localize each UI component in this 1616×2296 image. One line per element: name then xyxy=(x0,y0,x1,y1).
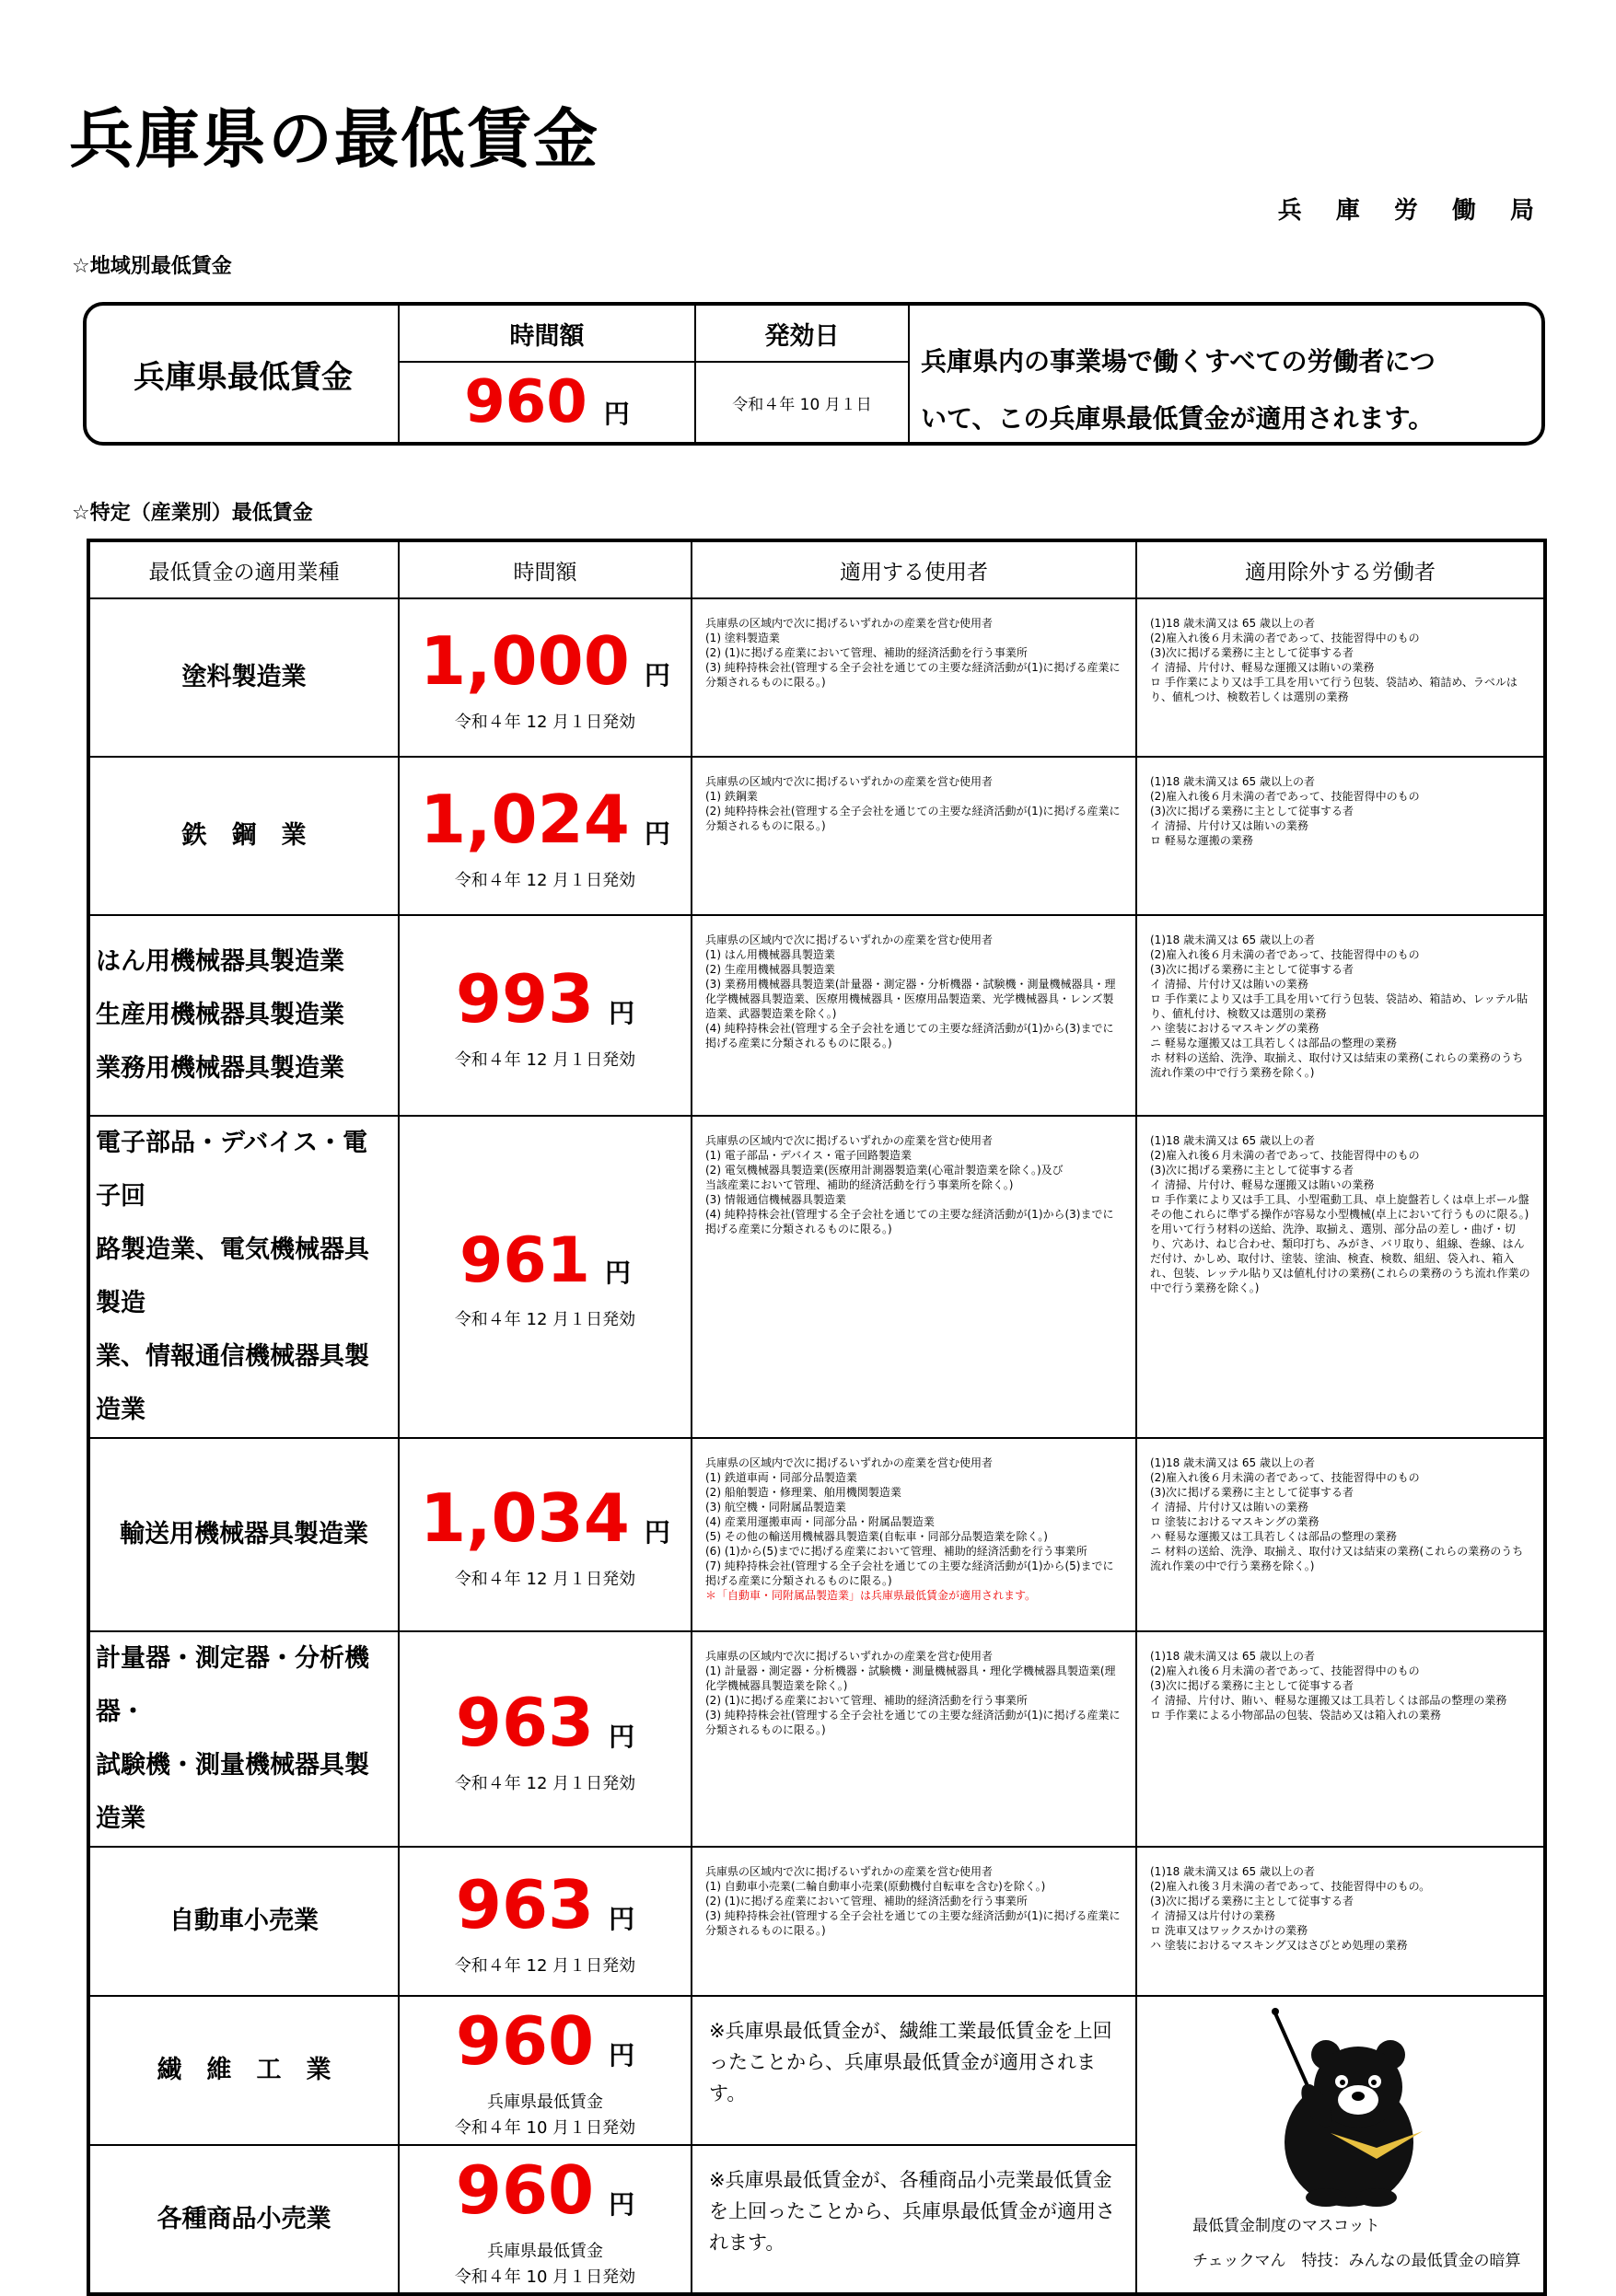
applicable-employers xyxy=(692,1847,1136,1996)
exclusion-line: ロ 塗装におけるマスキングの業務 xyxy=(1150,1515,1320,1528)
header-exclusions: 適用除外する労働者 xyxy=(1136,540,1545,598)
hourly-wage-cell xyxy=(399,598,692,757)
table-row xyxy=(88,598,1545,757)
wage-yen: 円 xyxy=(609,1722,635,1752)
header-employers: 適用する使用者 xyxy=(692,540,1136,598)
hourly-wage xyxy=(400,1479,691,1557)
regional-hourly-header: 時間額 xyxy=(400,306,694,363)
exclusion-line: (2)雇入れ後６月未満の者であって、技能習得中のもの xyxy=(1150,632,1420,644)
excluded-workers xyxy=(1136,1116,1545,1438)
regional-wage-box xyxy=(83,302,1545,446)
wage-yen: 円 xyxy=(609,2188,635,2220)
mascot-specialty: チェックマん 特技：みんなの最低賃金の暗算 xyxy=(1192,2252,1521,2270)
wage-yen: 円 xyxy=(644,818,670,849)
excluded-workers xyxy=(1136,1631,1545,1847)
employer-line: (3) 航空機・同附属品製造業 xyxy=(705,1501,846,1513)
employer-line: (1) 計量器・測定器・分析機器・試験機・測量機械器具・理化学機械器具製造業(理化学機械器具製造業を除く。) xyxy=(705,1664,1116,1692)
applicable-employers xyxy=(692,1116,1136,1438)
employer-line: (2) (1)に掲げる産業において管理、補助的経済活動を行う事業所 xyxy=(705,1895,1028,1908)
exclusion-line: (1)18 歳未満又は 65 歳以上の者 xyxy=(1150,933,1315,946)
hourly-wage-cell xyxy=(399,757,692,915)
employer-line: (1) はん用機械器具製造業 xyxy=(705,948,835,961)
employer-line: 兵庫県の区域内で次に掲げるいずれかの産業を営む使用者 xyxy=(705,933,994,946)
regional-effective-date: 令和４年 10 月１日 xyxy=(732,395,872,414)
effective-date: 令和４年 10 月１日発効 xyxy=(454,2267,636,2287)
effective-date: 令和４年 10 月１日発効 xyxy=(454,2118,636,2138)
employer-line: (2) (1)に掲げる産業において管理、補助的経済活動を行う事業所 xyxy=(705,646,1028,659)
hourly-wage-cell xyxy=(399,915,692,1116)
industry-name-line: はん用機械器具製造業 xyxy=(96,947,344,976)
industry-name: 自動車小売業 xyxy=(88,1847,399,1996)
employer-line: (3) 純粋持株会社(管理する全子会社を通じての主要な経済活動が(1)に掲げる産業に分類されるものに限る。) xyxy=(705,1909,1121,1937)
regional-desc-line1: 兵庫県内の事業場で働くすべての労働者につ xyxy=(921,346,1436,377)
regional-amount: 960 xyxy=(464,368,587,436)
employer-line: 兵庫県の区域内で次に掲げるいずれかの産業を営む使用者 xyxy=(705,617,994,630)
wage-basis: 兵庫県最低賃金 xyxy=(487,2241,603,2261)
exclusion-line: (3)次に掲げる業務に主として従事する者 xyxy=(1150,1895,1354,1908)
employer-line: (4) 純粋持株会社(管理する全子会社を通じての主要な経済活動が(1)から(3)までに掲げる産業に分類されるものに限る。) xyxy=(705,1208,1114,1235)
industry-name: 繊 維 工 業 xyxy=(88,1996,399,2145)
employer-line: (4) 産業用運搬車両・同部分品・附属品製造業 xyxy=(705,1515,935,1528)
exclusion-line: イ 清掃、片付け又は賄いの業務 xyxy=(1150,978,1308,991)
exclusion-line: (2)雇入れ後６月未満の者であって、技能習得中のもの xyxy=(1150,1471,1420,1484)
exclusion-line: (3)次に掲げる業務に主として従事する者 xyxy=(1150,1164,1354,1177)
exclusion-line: ロ 手作業により又は手工具を用いて行う包装、袋詰め、箱詰め、レッテル貼り、値札付け、検数又は選別の業務 xyxy=(1150,992,1529,1020)
employer-line: (2) 船舶製造・修理業、舶用機関製造業 xyxy=(705,1486,901,1499)
table-row xyxy=(88,915,1545,1116)
exclusion-line: イ 清掃、片付け、軽易な運搬又は賄いの業務 xyxy=(1150,661,1375,674)
wage-yen: 円 xyxy=(609,998,635,1028)
industry-name: 塗料製造業 xyxy=(88,598,399,757)
table-row xyxy=(88,1996,1545,2145)
exclusion-line: ハ 塗装におけるマスキング又はさびとめ処理の業務 xyxy=(1150,1939,1408,1952)
hourly-wage-cell xyxy=(399,1116,692,1438)
regional-wage-name: 兵庫県最低賃金 xyxy=(134,358,353,396)
hourly-wage xyxy=(400,622,691,700)
employer-line: 兵庫県の区域内で次に掲げるいずれかの産業を営む使用者 xyxy=(705,1650,994,1663)
exclusion-line: ニ 材料の送給、洗浄、取揃え、取付け又は結束の業務(これらの業務のうち流れ作業の中で行う業務を除く。) xyxy=(1150,1545,1524,1572)
effective-date: 令和４年 12 月１日発効 xyxy=(454,1956,636,1976)
applicable-employers xyxy=(692,1631,1136,1847)
employer-line: 兵庫県の区域内で次に掲げるいずれかの産業を営む使用者 xyxy=(705,775,994,788)
exclusion-line: (2)雇入れ後３月未満の者であって、技能習得中のもの。 xyxy=(1150,1880,1431,1893)
excluded-workers xyxy=(1136,757,1545,915)
wage-basis: 兵庫県最低賃金 xyxy=(487,2093,603,2112)
exclusion-line: ハ 塗装におけるマスキングの業務 xyxy=(1150,1022,1320,1035)
employer-line: (3) 純粋持株会社(管理する全子会社を通じての主要な経済活動が(1)に掲げる産業に分類されるものに限る。) xyxy=(705,1709,1121,1736)
industry-name xyxy=(88,1631,399,1847)
employer-line: (2) (1)に掲げる産業において管理、補助的経済活動を行う事業所 xyxy=(705,1694,1028,1707)
effective-date: 令和４年 12 月１日発効 xyxy=(454,713,636,732)
applicable-employers xyxy=(692,1438,1136,1631)
wage-amount: 993 xyxy=(455,960,595,1038)
industry-name: 各種商品小売業 xyxy=(88,2145,399,2294)
exclusion-line: ロ 洗車又はワックスかけの業務 xyxy=(1150,1924,1308,1937)
industry-name-line: 電子部品・デバイス・電子回 xyxy=(96,1129,368,1211)
industry-name-line: 計量器・測定器・分析機器・ xyxy=(96,1644,369,1726)
exclusion-line: (3)次に掲げる業務に主として従事する者 xyxy=(1150,646,1354,659)
industry-wage-table xyxy=(87,539,1547,2296)
industry-name: 鉄 鋼 業 xyxy=(88,757,399,915)
wage-yen: 円 xyxy=(644,1517,670,1548)
hourly-wage-cell xyxy=(399,1631,692,1847)
industry-name xyxy=(88,915,399,1116)
employer-line: 当該産業において管理、補助的経済活動を行う事業所を除く。) xyxy=(705,1178,1014,1191)
effective-date: 令和４年 12 月１日発効 xyxy=(454,1309,636,1329)
industry-name-line: 生産用機械器具製造業 xyxy=(96,1001,344,1029)
regional-yen: 円 xyxy=(603,399,630,429)
exclusion-line: ハ 軽易な運搬又は工具若しくは部品の整理の業務 xyxy=(1150,1530,1397,1543)
exclusion-line: イ 清掃、片付け、軽易な運搬又は賄いの業務 xyxy=(1150,1178,1375,1191)
excluded-workers xyxy=(1136,1847,1545,1996)
exclusion-line: ロ 手作業により又は手工具を用いて行う包装、袋詰め、箱詰め、ラベルはり、値札つけ、検数若しくは選別の業務 xyxy=(1150,676,1517,703)
exclusion-line: ロ 手作業による小物部品の包装、袋詰め又は箱入れの業務 xyxy=(1150,1709,1441,1722)
exclusion-line: イ 清掃、片付け又は賄いの業務 xyxy=(1150,819,1308,832)
hourly-wage-cell xyxy=(399,1847,692,1996)
exclusion-line: (3)次に掲げる業務に主として従事する者 xyxy=(1150,1679,1354,1692)
wage-amount: 1,000 xyxy=(420,622,630,700)
industry-name: 輸送用機械器具製造業 xyxy=(88,1438,399,1631)
hourly-wage xyxy=(400,1684,691,1761)
exclusion-line: ホ 材料の送給、洗浄、取揃え、取付け又は結束の業務(これらの業務のうち流れ作業の中で行う業務を除く。) xyxy=(1150,1051,1524,1079)
hourly-wage xyxy=(400,781,691,858)
mascot-cell xyxy=(1136,1996,1545,2294)
wage-yen: 円 xyxy=(604,1257,631,1288)
wage-amount: 963 xyxy=(455,1684,595,1761)
employer-line: (3) 業務用機械器具製造業(計量器・測定器・分析機器・試験機・測量機械器具・理化学機械器具製造業、医療用機械器具・医療用品製造業、光学機械器具・レンズ製造業、武器製造業を除く。) xyxy=(705,978,1116,1020)
employer-note: ＊「自動車・同附属品製造業」は兵庫県最低賃金が適用されます。 xyxy=(705,1589,1037,1602)
exclusion-line: (2)雇入れ後６月未満の者であって、技能習得中のもの xyxy=(1150,790,1420,803)
wage-yen: 円 xyxy=(644,660,670,690)
mascot-caption: 最低賃金制度のマスコット xyxy=(1192,2217,1380,2235)
industry-name-line: 試験機・測量機械器具製造業 xyxy=(96,1751,369,1833)
exclusion-line: イ 清掃、片付け、賄い、軽易な運搬又は工具若しくは部品の整理の業務 xyxy=(1150,1694,1507,1707)
table-row xyxy=(88,1116,1545,1438)
table-row xyxy=(88,757,1545,915)
employer-line: (1) 鉄道車両・同部分品製造業 xyxy=(705,1471,857,1484)
table-row xyxy=(88,1631,1545,1847)
exclusion-line: (3)次に掲げる業務に主として従事する者 xyxy=(1150,805,1354,818)
employer-line: (7) 純粋持株会社(管理する全子会社を通じての主要な経済活動が(1)から(5)までに掲げる産業に分類されるものに限る。) xyxy=(705,1560,1114,1587)
regional-effective-col xyxy=(694,306,908,442)
employer-line: (1) 塗料製造業 xyxy=(705,632,780,644)
hourly-wage xyxy=(400,960,691,1038)
exclusion-line: (1)18 歳未満又は 65 歳以上の者 xyxy=(1150,617,1315,630)
header-industry: 最低賃金の適用業種 xyxy=(88,540,399,598)
employer-line: (4) 純粋持株会社(管理する全子会社を通じての主要な経済活動が(1)から(3)までに掲げる産業に分類されるものに限る。) xyxy=(705,1022,1114,1049)
industry-name-line: 路製造業、電気機械器具製造 xyxy=(96,1235,369,1317)
regional-desc-line2: いて、この兵庫県最低賃金が適用されます。 xyxy=(921,403,1435,434)
hourly-wage-cell xyxy=(399,2145,692,2294)
employer-line: 兵庫県の区域内で次に掲げるいずれかの産業を営む使用者 xyxy=(705,1134,994,1147)
employer-line: (5) その他の輸送用機械器具製造業(自転車・同部分品製造業を除く。) xyxy=(705,1530,1048,1543)
wage-amount: 960 xyxy=(455,2151,595,2229)
industry-name xyxy=(88,1116,399,1438)
employer-line: (6) (1)から(5)までに掲げる産業において管理、補助的経済活動を行う事業所 xyxy=(705,1545,1087,1558)
exclusion-line: (1)18 歳未満又は 65 歳以上の者 xyxy=(1150,1865,1315,1878)
hourly-wage xyxy=(400,1224,691,1297)
exclusion-line: イ 清掃、片付け又は賄いの業務 xyxy=(1150,1501,1308,1513)
effective-date: 令和４年 12 月１日発効 xyxy=(454,1570,636,1589)
wage-amount: 1,034 xyxy=(420,1479,630,1557)
exclusion-line: (2)雇入れ後６月未満の者であって、技能習得中のもの xyxy=(1150,1149,1420,1162)
employer-line: (2) 純粋持株会社(管理する全子会社を通じての主要な経済活動が(1)に掲げる産業に分類されるものに限る。) xyxy=(705,805,1121,832)
exclusion-line: (3)次に掲げる業務に主として従事する者 xyxy=(1150,1486,1354,1499)
wage-amount: 961 xyxy=(459,1223,590,1297)
exclusion-line: (1)18 歳未満又は 65 歳以上の者 xyxy=(1150,775,1315,788)
exclusion-line: (2)雇入れ後６月未満の者であって、技能習得中のもの xyxy=(1150,1664,1420,1677)
wage-amount: 960 xyxy=(455,2002,595,2080)
employer-line: (1) 電子部品・デバイス・電子回路製造業 xyxy=(705,1149,912,1162)
table-row xyxy=(88,1438,1545,1631)
effective-date: 令和４年 12 月１日発効 xyxy=(454,1774,636,1793)
hourly-wage xyxy=(400,1866,691,1943)
wage-yen: 円 xyxy=(609,1904,635,1934)
excluded-workers xyxy=(1136,1438,1545,1631)
regional-description xyxy=(908,306,1523,442)
regional-section-label: ☆地域別最低賃金 xyxy=(72,255,232,278)
exclusion-line: (1)18 歳未満又は 65 歳以上の者 xyxy=(1150,1650,1315,1663)
employer-line: (2) 生産用機械器具製造業 xyxy=(705,963,835,976)
employer-line: (1) 鉄鋼業 xyxy=(705,790,758,803)
regional-hourly-col xyxy=(398,306,694,442)
exclusion-line: (1)18 歳未満又は 65 歳以上の者 xyxy=(1150,1134,1315,1147)
page-title: 兵庫県の最低賃金 xyxy=(69,101,599,177)
applicable-employers xyxy=(692,757,1136,915)
hourly-wage xyxy=(400,2151,691,2229)
wage-yen: 円 xyxy=(609,2040,635,2070)
exception-note: ※兵庫県最低賃金が、繊維工業最低賃金を上回ったことから、兵庫県最低賃金が適用されます。 xyxy=(692,1996,1136,2145)
exclusion-line: イ 清掃又は片付けの業務 xyxy=(1150,1909,1275,1922)
employer-line: (2) 電気機械器具製造業(医療用計測器製造業(心電計製造業を除く。)及び xyxy=(705,1164,1064,1177)
employer-line: 兵庫県の区域内で次に掲げるいずれかの産業を営む使用者 xyxy=(705,1456,994,1469)
mascot-bear-icon xyxy=(1238,2004,1450,2207)
employer-line: (1) 自動車小売業(二輪自動車小売業(原動機付自転車を含む)を除く。) xyxy=(705,1880,1046,1893)
exclusion-line: ロ 軽易な運搬の業務 xyxy=(1150,834,1253,847)
hourly-wage xyxy=(400,2002,691,2080)
applicable-employers xyxy=(692,598,1136,757)
excluded-workers xyxy=(1136,598,1545,757)
industry-name-line: 業、情報通信機械器具製造業 xyxy=(96,1342,369,1424)
excluded-workers xyxy=(1136,915,1545,1116)
exclusion-line: ロ 手作業により又は手工具、小型電動工具、卓上旋盤若しくは卓上ボール盤その他これらに準ずる操作が容易な小型機械(卓上において行うものに限る。)を用いて行う材料の送給、洗浄、取揃え、選別、部分品の差し・曲げ・切り、穴あけ、ねじ合わせ、類印打ち、みがき、バリ取り、組線、巻線、はんだ付け、かしめ、取付け、塗装、塗油、検査、検数、組紐、袋入れ、箱入れ、包装、レッテル貼り又は値札付けの業務(これらの業務のうち流れ作業の中で行う業務を除く。) xyxy=(1150,1193,1530,1294)
header-hourly: 時間額 xyxy=(399,540,692,598)
exclusion-line: (3)次に掲げる業務に主として従事する者 xyxy=(1150,963,1354,976)
hourly-wage-cell xyxy=(399,1996,692,2145)
specific-section-label: ☆特定（産業別）最低賃金 xyxy=(72,502,313,525)
table-row xyxy=(88,1847,1545,1996)
effective-date: 令和４年 12 月１日発効 xyxy=(454,1050,636,1070)
effective-date: 令和４年 12 月１日発効 xyxy=(454,871,636,890)
exclusion-line: (2)雇入れ後６月未満の者であって、技能習得中のもの xyxy=(1150,948,1420,961)
wage-amount: 1,024 xyxy=(420,781,630,858)
applicable-employers xyxy=(692,915,1136,1116)
employer-line: (3) 純粋持株会社(管理する全子会社を通じての主要な経済活動が(1)に掲げる産業に分類されるものに限る。) xyxy=(705,661,1121,689)
employer-line: 兵庫県の区域内で次に掲げるいずれかの産業を営む使用者 xyxy=(705,1865,994,1878)
exclusion-line: ニ 軽易な運搬又は工具若しくは部品の整理の業務 xyxy=(1150,1037,1397,1049)
exclusion-line: (1)18 歳未満又は 65 歳以上の者 xyxy=(1150,1456,1315,1469)
regional-effective-header: 発効日 xyxy=(696,306,908,363)
employer-line: (3) 情報通信機械器具製造業 xyxy=(705,1193,846,1206)
wage-amount: 963 xyxy=(455,1866,595,1943)
hourly-wage-cell xyxy=(399,1438,692,1631)
exception-note: ※兵庫県最低賃金が、各種商品小売業最低賃金を上回ったことから、兵庫県最低賃金が適用されます。 xyxy=(692,2145,1136,2294)
industry-name-line: 業務用機械器具製造業 xyxy=(96,1054,344,1083)
bureau-name: 兵 庫 労 働 局 xyxy=(1277,197,1547,225)
